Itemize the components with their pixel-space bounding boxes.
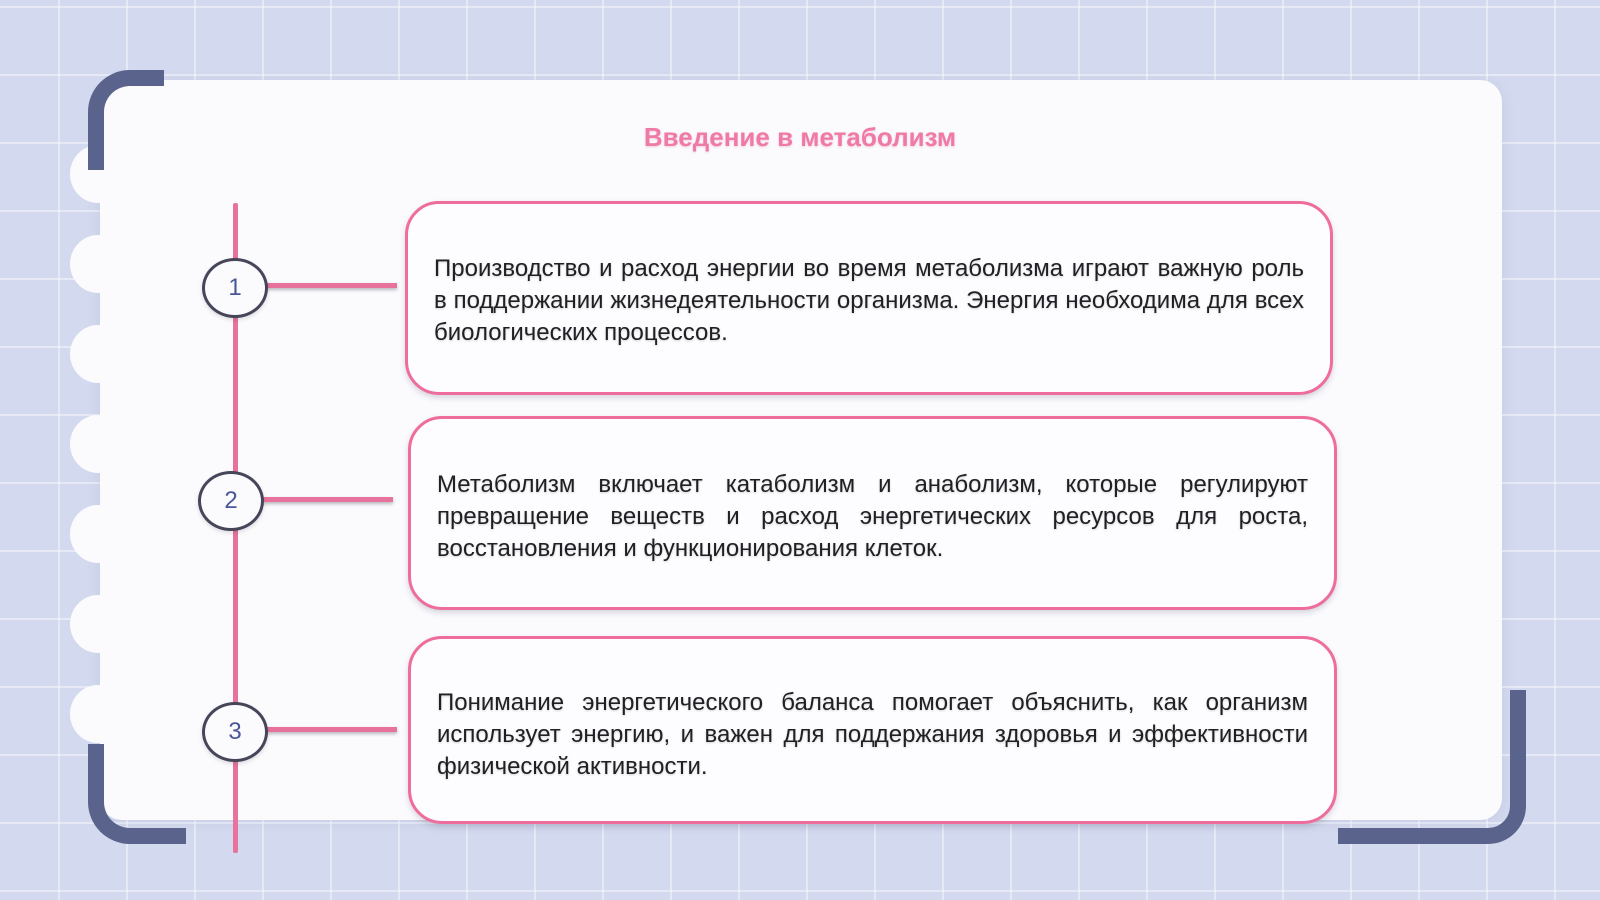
corner-bracket-top-left — [88, 70, 164, 170]
scallop-edge — [70, 685, 126, 743]
step-text-box — [408, 416, 1337, 610]
connector-line — [262, 497, 393, 502]
scallop-edge — [70, 505, 126, 563]
step-text: Производство и расход энергии во время метаболизма играют важную роль в поддержании жизнедеятельности организма. Энергия необходима для всех биологических процессов. — [434, 255, 1304, 346]
connector-line — [266, 283, 397, 288]
step-text-box — [408, 636, 1337, 824]
corner-bracket-bottom-right — [1338, 690, 1526, 844]
step-text-box — [405, 201, 1333, 395]
step-text: Метаболизм включает катаболизм и анаболизм, которые регулируют превращение веществ и расход энергетических ресурсов для роста, восстановления и функционирования клеток. — [437, 471, 1308, 562]
scallop-edge — [70, 415, 126, 473]
scallop-edge — [70, 595, 126, 653]
step-number-circle — [198, 471, 264, 531]
corner-bracket-bottom-left — [88, 744, 186, 844]
step-number-circle — [202, 258, 268, 318]
step-text: Понимание энергетического баланса помогает объяснить, как организм использует энергию, и важен для поддержания здоровья и эффективности физической активности. — [437, 689, 1308, 780]
step-number: 2 — [224, 487, 238, 514]
step-number-circle — [202, 702, 268, 762]
step-number: 1 — [228, 274, 242, 301]
step-number: 3 — [228, 718, 242, 745]
connector-line — [266, 727, 397, 732]
slide-title: Введение в метаболизм — [643, 122, 957, 152]
scallop-edge — [70, 325, 126, 383]
scallop-edge — [70, 235, 126, 293]
